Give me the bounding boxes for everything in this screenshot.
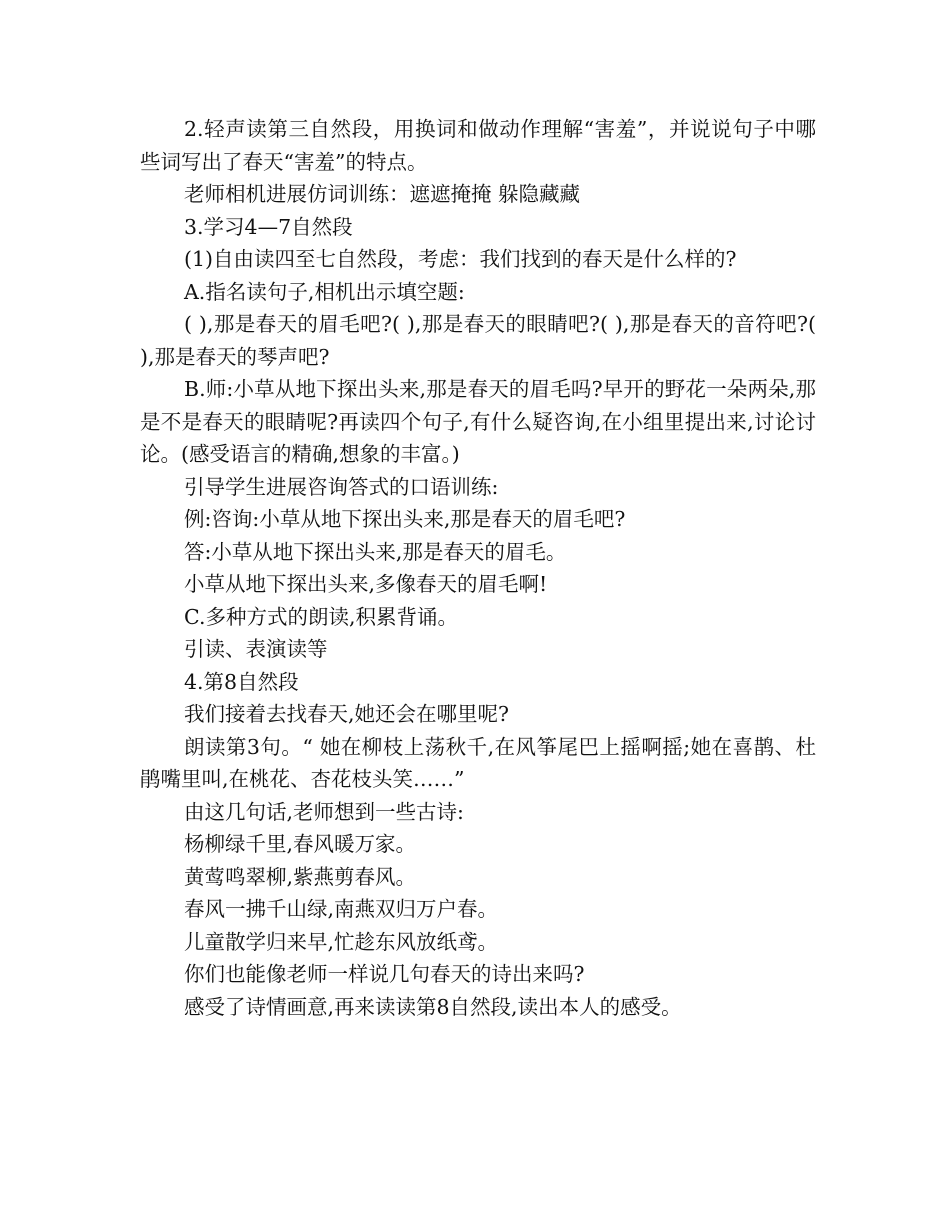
paragraph: 老师相机进展仿词训练：遮遮掩掩 躲隐藏藏 <box>184 182 581 206</box>
paragraph: 答:小草从地下探出头来,那是春天的眉毛。 <box>184 539 567 564</box>
paragraph: 3.学习4—7自然段 <box>184 214 353 239</box>
paragraph: 小草从地下探出头来,多像春天的眉毛啊! <box>184 572 548 596</box>
poem-line: 杨柳绿千里,春风暖万家。 <box>184 832 417 856</box>
paragraph: 4.第8自然段 <box>184 669 299 694</box>
poem-line: 春风一拂千山绿,南燕双归万户春。 <box>184 897 499 921</box>
poem-line: 儿童散学归来早,忙趁东风放纸鸢。 <box>184 929 499 954</box>
paragraph: 你们也能像老师一样说几句春天的诗出来吗? <box>184 962 585 986</box>
paragraph: C.多种方式的朗读,积累背诵。 <box>184 604 458 629</box>
paragraph: 感受了诗情画意,再来读读第8自然段,读出本人的感受。 <box>184 994 682 1019</box>
paragraph: 2.轻声读第三自然段，用换词和做动作理解“害羞”，并说说句子中哪些词写出了春天“害羞”的特点。 <box>140 117 816 174</box>
document-body <box>140 113 816 1023</box>
paragraph: B.师:小草从地下探出头来,那是春天的眉毛吗?早开的野花一朵两朵,那是不是春天的眼睛呢?再读四个句子,有什么疑咨询,在小组里提出来,讨论讨论。(感受语言的精确,想象的丰富。) <box>140 377 816 466</box>
poem-line: 黄莺鸣翠柳,紫燕剪春风。 <box>184 864 417 889</box>
paragraph: (1)自由读四至七自然段，考虑：我们找到的春天是什么样的? <box>184 247 737 271</box>
paragraph: 由这几句话,老师想到一些古诗: <box>184 799 464 824</box>
paragraph: 引读、表演读等 <box>184 637 328 661</box>
paragraph: 例:咨询:小草从地下探出头来,那是春天的眉毛吧? <box>184 507 626 531</box>
paragraph: ( ),那是春天的眉毛吧?( ),那是春天的眼睛吧?( ),那是春天的音符吧?( ),那是春天的琴声吧? <box>140 312 816 369</box>
paragraph: 我们接着去找春天,她还会在哪里呢? <box>184 702 510 726</box>
paragraph: A.指名读句子,相机出示填空题: <box>184 279 465 304</box>
paragraph: 引导学生进展咨询答式的口语训练: <box>184 474 499 499</box>
paragraph: 朗读第3句。“ 她在柳枝上荡秋千,在风筝尾巴上摇啊摇;她在喜鹊、杜鹃嘴里叫,在桃花、杏花枝头笑……” <box>140 734 816 791</box>
